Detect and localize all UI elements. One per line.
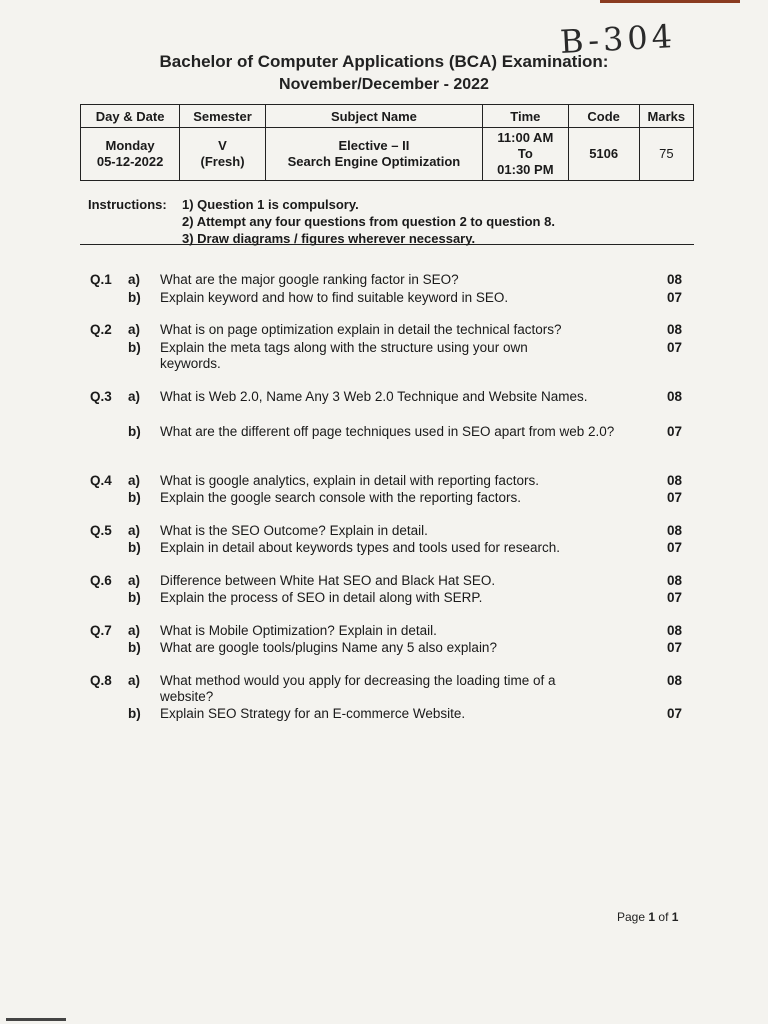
question-marks: 07 bbox=[666, 290, 682, 305]
question-text: What is Web 2.0, Name Any 3 Web 2.0 Technique and Website Names. bbox=[160, 389, 588, 404]
part-label: a) bbox=[128, 322, 141, 337]
question-marks: 07 bbox=[666, 590, 682, 605]
question-marks: 08 bbox=[666, 322, 682, 337]
question-2 bbox=[0, 322, 768, 374]
question-marks: 07 bbox=[666, 540, 682, 555]
instruction-item: 3) Draw diagrams / figures wherever necessary. bbox=[182, 231, 476, 246]
part-label: b) bbox=[128, 424, 141, 439]
cell-semester bbox=[180, 128, 266, 181]
question-marks: 08 bbox=[666, 573, 682, 588]
part-label: a) bbox=[128, 272, 141, 287]
question-8 bbox=[0, 673, 768, 723]
question-marks: 08 bbox=[666, 623, 682, 638]
question-marks: 08 bbox=[666, 673, 682, 688]
question-marks: 08 bbox=[666, 272, 682, 287]
cell-subject bbox=[265, 128, 482, 181]
question-1 bbox=[0, 272, 768, 308]
part-label: b) bbox=[128, 290, 141, 305]
question-marks: 08 bbox=[666, 389, 682, 404]
question-number: Q.8 bbox=[90, 673, 112, 688]
question-text: What is the SEO Outcome? Explain in detail. bbox=[160, 523, 428, 538]
question-marks: 08 bbox=[666, 473, 682, 488]
divider bbox=[80, 244, 694, 245]
cell-marks: 75 bbox=[639, 128, 693, 181]
question-number: Q.3 bbox=[90, 389, 112, 404]
question-marks: 07 bbox=[666, 490, 682, 505]
question-3 bbox=[0, 389, 768, 458]
paper-edge-top bbox=[600, 0, 740, 3]
instruction-item: 2) Attempt any four questions from question 2 to question 8. bbox=[182, 214, 555, 229]
time-end: 01:30 PM bbox=[497, 162, 554, 177]
semester: V bbox=[218, 138, 227, 153]
question-text: What is google analytics, explain in detail with reporting factors. bbox=[160, 473, 539, 488]
question-text: What is Mobile Optimization? Explain in detail. bbox=[160, 623, 437, 638]
question-text: Explain the google search console with the reporting factors. bbox=[160, 490, 521, 505]
question-text: Explain the meta tags along with the structure using your own keywords. bbox=[160, 340, 528, 371]
subject-line1: Elective – II bbox=[338, 138, 410, 153]
part-label: a) bbox=[128, 673, 141, 688]
question-text: What is on page optimization explain in detail the technical factors? bbox=[160, 322, 562, 337]
page-prefix: Page bbox=[617, 910, 646, 924]
header-subject: Subject Name bbox=[265, 105, 482, 128]
part-label: a) bbox=[128, 389, 141, 404]
instructions-label: Instructions: bbox=[88, 197, 167, 212]
header-day-date: Day & Date bbox=[81, 105, 180, 128]
question-5 bbox=[0, 523, 768, 557]
question-text: What are the major google ranking factor in SEO? bbox=[160, 272, 459, 287]
exam-session: November/December - 2022 bbox=[279, 76, 489, 93]
question-number: Q.4 bbox=[90, 473, 112, 488]
question-text: What are the different off page techniques used in SEO apart from web 2.0? bbox=[160, 424, 615, 439]
part-label: b) bbox=[128, 640, 141, 655]
semester-type: (Fresh) bbox=[200, 154, 245, 169]
page-number bbox=[617, 910, 678, 924]
day: Monday bbox=[105, 138, 155, 153]
exam-title: Bachelor of Computer Applications (BCA) Examination: bbox=[159, 52, 609, 71]
question-text: What are google tools/plugins Name any 5 also explain? bbox=[160, 640, 497, 655]
cell-day-date bbox=[81, 128, 180, 181]
header-semester: Semester bbox=[180, 105, 266, 128]
page-of: of bbox=[658, 910, 669, 924]
handwritten-note: B-304 bbox=[559, 16, 677, 62]
part-label: b) bbox=[128, 340, 141, 355]
question-text: Explain the process of SEO in detail along with SERP. bbox=[160, 590, 483, 605]
question-marks: 07 bbox=[666, 424, 682, 439]
question-number: Q.6 bbox=[90, 573, 112, 588]
question-number: Q.2 bbox=[90, 322, 112, 337]
part-label: b) bbox=[128, 706, 141, 721]
question-marks: 07 bbox=[666, 640, 682, 655]
question-marks: 08 bbox=[666, 523, 682, 538]
question-text: Explain in detail about keywords types and tools used for research. bbox=[160, 540, 560, 555]
part-label: a) bbox=[128, 523, 141, 538]
paper-edge-bottom bbox=[6, 1018, 66, 1021]
subject-line2: Search Engine Optimization bbox=[287, 154, 461, 169]
question-number: Q.1 bbox=[90, 272, 112, 287]
question-6 bbox=[0, 573, 768, 607]
page-current: 1 bbox=[648, 910, 656, 924]
instructions bbox=[88, 196, 555, 247]
time-to: To bbox=[517, 146, 533, 161]
time-start: 11:00 AM bbox=[497, 130, 554, 145]
question-4 bbox=[0, 473, 768, 507]
part-label: a) bbox=[128, 473, 141, 488]
question-text: Explain keyword and how to find suitable keyword in SEO. bbox=[160, 290, 509, 305]
question-7 bbox=[0, 623, 768, 657]
cell-code: 5106 bbox=[568, 128, 639, 181]
instruction-item: 1) Question 1 is compulsory. bbox=[182, 197, 359, 212]
question-number: Q.7 bbox=[90, 623, 112, 638]
question-number: Q.5 bbox=[90, 523, 112, 538]
header-code: Code bbox=[568, 105, 639, 128]
table-row bbox=[81, 128, 694, 181]
part-label: a) bbox=[128, 573, 141, 588]
part-label: b) bbox=[128, 540, 141, 555]
part-label: a) bbox=[128, 623, 141, 638]
question-marks: 07 bbox=[666, 706, 682, 721]
part-label: b) bbox=[128, 590, 141, 605]
question-text: What method would you apply for decreasing the loading time of a website? bbox=[160, 673, 556, 704]
date: 05-12-2022 bbox=[96, 154, 164, 169]
header-time: Time bbox=[483, 105, 569, 128]
exam-details-table bbox=[80, 104, 694, 181]
question-marks: 07 bbox=[666, 340, 682, 355]
part-label: b) bbox=[128, 490, 141, 505]
cell-time bbox=[483, 128, 569, 181]
header-marks: Marks bbox=[639, 105, 693, 128]
question-text: Explain SEO Strategy for an E-commerce Website. bbox=[160, 706, 466, 721]
table-header-row bbox=[81, 105, 694, 128]
question-text: Difference between White Hat SEO and Black Hat SEO. bbox=[160, 573, 496, 588]
page-total: 1 bbox=[671, 910, 679, 924]
